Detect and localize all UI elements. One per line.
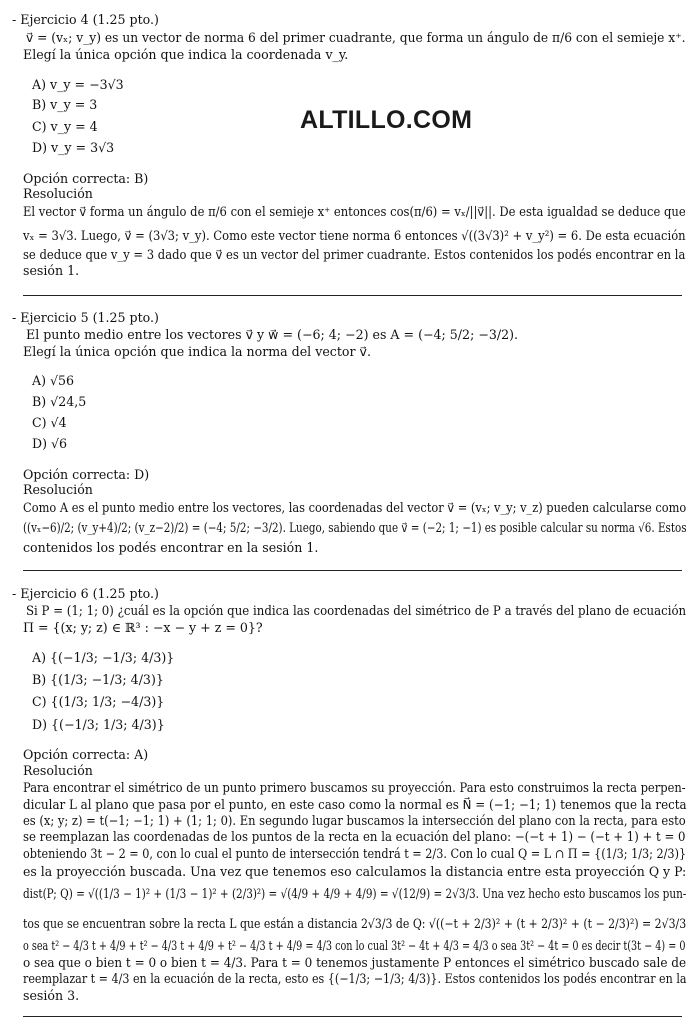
exercise-6-resolution-label: Resolución bbox=[23, 763, 93, 778]
exercise-5-question-line-1: El punto medio entre los vectores v⃗ y w⃗ = (−6; 4; −2) es A = (−4; 5/2; −3/2). bbox=[26, 327, 519, 342]
exercise-5-resolution-line-1: Como A es el punto medio entre los vectores, las coordenadas del vector v⃗ = (vₓ; v_y; v_z) pueden calcularse como bbox=[23, 500, 687, 515]
exercise-6-option-c: C) {(1/3; 1/3; −4/3)} bbox=[32, 694, 165, 709]
exercise-6-resolution-line: dist(P; Q) = √((1/3 − 1)² + (1/3 − 1)² + (2/3)²) = √(4/9 + 4/9 + 4/9) = √(12/9) = 2√3/3. Una vez hecho esto buscamos los pun- bbox=[23, 886, 687, 901]
exercise-6-resolution-line: tos que se encuentran sobre la recta L que están a distancia 2√3/3 de Q: √((−t + 2/3)² + (t + 2/3)² + (t − 2/3)²) = 2√3/3 bbox=[23, 916, 687, 931]
exercise-4-resolution-line-1: El vector v⃗ forma un ángulo de π/6 con el semieje x⁺ entonces cos(π/6) = vₓ/||v⃗||. De esta igualdad se deduce que bbox=[23, 204, 686, 219]
exercise-5-option-d: D) √6 bbox=[32, 436, 68, 451]
exercise-4-question-line-1: v⃗ = (vₓ; v_y) es un vector de norma 6 del primer cuadrante, que forma un ángulo de π/6 con el semieje x⁺. bbox=[26, 30, 686, 45]
exercise-6-resolution-line: Para encontrar el simétrico de un punto primero buscamos su proyección. Para esto construimos la recta perpen- bbox=[23, 780, 686, 795]
exercise-6-resolution-line: obteniendo 3t − 2 = 0, con lo cual el punto de intersección tendrá t = 2/3. Con lo cual Q = L ∩ Π = {(1/3; 1/3; 2/3)} bbox=[23, 846, 687, 861]
exercise-5-header: - Ejercicio 5 (1.25 pto.) bbox=[12, 310, 159, 325]
exercise-5-option-b: B) √24,5 bbox=[32, 394, 87, 409]
exercise-6-question-line-1: Si P = (1; 1; 0) ¿cuál es la opción que indica las coordenadas del simétrico de P a través del plano de ecuación bbox=[26, 603, 687, 618]
altillo-watermark: ALTILLO.COM bbox=[300, 106, 473, 134]
exercise-6-resolution-line: dicular L al plano que pasa por el punto, en este caso como la normal es N⃗ = (−1; −1; 1) tenemos que la recta bbox=[23, 797, 687, 812]
exercise-4-resolution-label: Resolución bbox=[23, 186, 93, 201]
section-divider bbox=[23, 295, 682, 296]
exercise-6-resolution-line: reemplazar t = 4/3 en la ecuación de la recta, esto es {(−1/3; −1/3; 4/3)}. Estos contenidos los podés encontrar en la bbox=[23, 971, 687, 986]
exercise-6-resolution-line: se reemplazan las coordenadas de los puntos de la recta en la ecuación del plano: −(−t + 1) − (−t + 1) + t = 0 bbox=[23, 829, 686, 844]
exercise-6-resolution-line: o sea que o bien t = 0 o bien t = 4/3. Para t = 0 tenemos justamente P entonces el simétrico buscado sale de bbox=[23, 955, 687, 970]
exercise-4-header: - Ejercicio 4 (1.25 pto.) bbox=[12, 12, 159, 27]
exercise-6-question-line-2: Π = {(x; y; z) ∈ ℝ³ : −x − y + z = 0}? bbox=[23, 620, 263, 635]
exercise-5-option-c: C) √4 bbox=[32, 415, 67, 430]
exercise-4-option-a: A) v_y = −3√3 bbox=[32, 77, 124, 92]
exercise-4-resolution-line-4: sesión 1. bbox=[23, 263, 80, 278]
exercise-4-resolution-line-2: vₓ = 3√3. Luego, v⃗ = (3√3; v_y). Como este vector tiene norma 6 entonces √((3√3)² + v_y²) = 6. De esta ecuación bbox=[23, 228, 686, 243]
exercise-5-correct-answer: Opción correcta: D) bbox=[23, 467, 150, 482]
exercise-6-resolution-line: sesión 3. bbox=[23, 988, 80, 1003]
exercise-4-resolution-line-3: se deduce que v_y = 3 dado que v⃗ es un vector del primer cuadrante. Estos contenidos los podés encontrar en la bbox=[23, 247, 686, 262]
exercise-5-option-a: A) √56 bbox=[32, 373, 75, 388]
section-divider bbox=[23, 570, 682, 571]
exercise-6-correct-answer: Opción correcta: A) bbox=[23, 747, 149, 762]
exercise-6-option-b: B) {(1/3; −1/3; 4/3)} bbox=[32, 672, 164, 687]
exercise-4-option-d: D) v_y = 3√3 bbox=[32, 140, 115, 155]
exercise-5-resolution-line-3: contenidos los podés encontrar en la sesión 1. bbox=[23, 540, 319, 555]
exercise-6-resolution-line: o sea t² − 4/3 t + 4/9 + t² − 4/3 t + 4/9 + t² − 4/3 t + 4/9 = 4/3 con lo cual 3t² − 4t + 4/3 = 4/3 o sea 3t² − 4t = 0 es decir t(3t − 4) = 0 bbox=[23, 938, 686, 953]
exercise-5-resolution-label: Resolución bbox=[23, 482, 93, 497]
exercise-6-header: - Ejercicio 6 (1.25 pto.) bbox=[12, 586, 159, 601]
exercise-6-resolution-line: es (x; y; z) = t(−1; −1; 1) + (1; 1; 0). En segundo lugar buscamos la intersección del plano con la recta, para esto bbox=[23, 813, 686, 828]
exercise-4-option-c: C) v_y = 4 bbox=[32, 119, 98, 134]
exercise-5-question-line-2: Elegí la única opción que indica la norma del vector v⃗. bbox=[23, 344, 371, 359]
exercise-6-option-a: A) {(−1/3; −1/3; 4/3)} bbox=[32, 650, 175, 665]
exercise-5-resolution-line-2: ((vₓ−6)/2; (v_y+4)/2; (v_z−2)/2) = (−4; 5/2; −3/2). Luego, sabiendo que v⃗ = (−2; 1; −1) es posible calcular su norma √6. Estos bbox=[23, 520, 687, 535]
exercise-4-option-b: B) v_y = 3 bbox=[32, 97, 98, 112]
exercise-4-question-line-2: Elegí la única opción que indica la coordenada v_y. bbox=[23, 47, 349, 62]
section-divider bbox=[23, 1016, 682, 1017]
exercise-4-correct-answer: Opción correcta: B) bbox=[23, 171, 149, 186]
exercise-6-option-d: D) {(−1/3; 1/3; 4/3)} bbox=[32, 717, 165, 732]
exercise-6-resolution-line: es la proyección buscada. Una vez que tenemos eso calculamos la distancia entre esta proyección Q y P: bbox=[23, 864, 687, 879]
